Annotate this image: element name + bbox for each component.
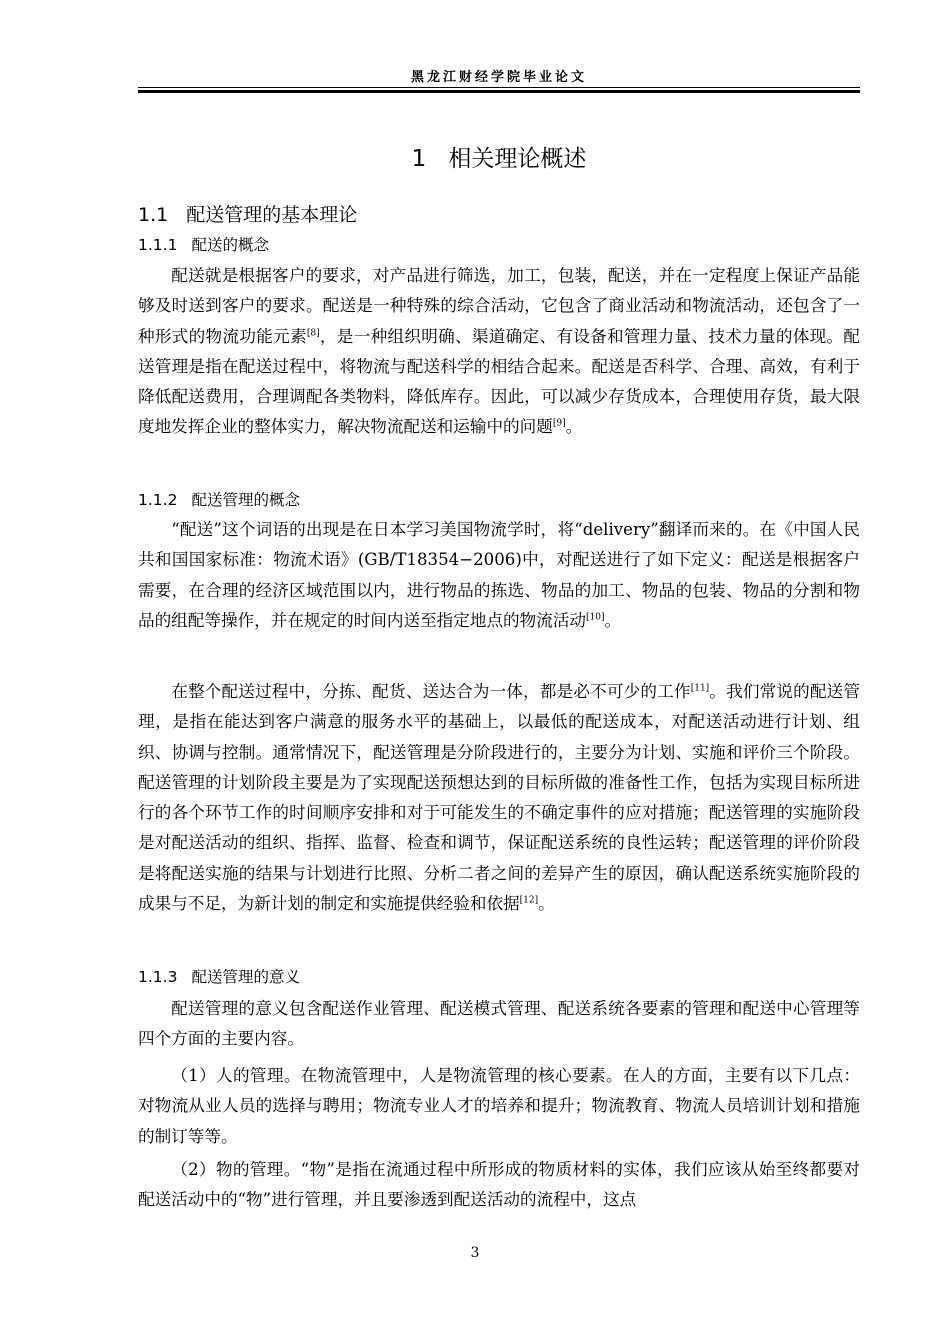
subsection-number: 1.1.2: [138, 491, 178, 509]
citation: [12]: [519, 895, 539, 906]
citation: [11]: [690, 683, 710, 694]
subsection-heading-3: [138, 965, 300, 987]
subsection-heading-2: [138, 488, 300, 510]
chapter-heading: [138, 140, 860, 173]
subsection-number: 1.1.1: [138, 236, 178, 254]
running-header: 黑龙江财经学院毕业论文: [410, 70, 587, 85]
section-number: 1.1: [138, 204, 169, 226]
subsection-heading-1: [138, 233, 269, 255]
subsection-number: 1.1.3: [138, 968, 178, 986]
page-number: 3: [470, 1245, 480, 1261]
paragraph-delivery-concept: 配送就是根据客户的要求，对产品进行筛选，加工，包装，配送，并在一定程度上保证产品能够及时送到客户的要求。配送是一种特殊的综合活动，它包含了商业活动和物流活动，还包含了一种形式的物流功能元素[8]，是一种组织明确、渠道确定、有设备和管理力量、技术力量的体现。配送管理是指在配送过程中，将物流与配送科学的相结合起来。配送是否科学、合理、高效，有利于降低配送费用，合理调配各类物料，降低库存。因此，可以减少存货成本，合理使用存货，最大限度地发挥企业的整体实力，解决物流配送和运输中的问题[9]。: [138, 266, 861, 437]
paragraph-goods-management: （2）物的管理。“物”是指在流通过程中所形成的物质材料的实体，我们应该从始至终都要对配送活动中的“物”进行管理，并且要渗透到配送活动的流程中，这点: [138, 1160, 860, 1210]
paragraph-significance: 配送管理的意义包含配送作业管理、配送模式管理、配送系统各要素的管理和配送中心管理等四个方面的主要内容。: [138, 999, 860, 1049]
section-heading: [138, 200, 357, 227]
subsection-title: 配送的概念: [191, 236, 269, 254]
citation: [8]: [306, 328, 320, 339]
section-title: 配送管理的基本理论: [186, 204, 358, 226]
citation: [9]: [552, 418, 566, 429]
paragraph-delivery-management-concept: “配送”这个词语的出现是在日本学习美国物流学时，将“delivery”翻译而来的。在《中国人民共和国国家标准：物流术语》(GB/T18354−2006)中，对配送进行了如下定义：配送是根据客户需要，在合理的经济区域范围以内，进行物品的拣选、物品的加工、物品的包装、物品的分割和物品的组配等操作，并在规定的时间内送至指定地点的物流活动[10]。: [138, 520, 860, 630]
paragraph-people-management: （1）人的管理。在物流管理中，人是物流管理的核心要素。在人的方面，主要有以下几点：对物流从业人员的选择与聘用；物流专业人才的培养和提升；物流教育、物流人员培训计划和措施的制订等等。: [138, 1066, 860, 1146]
subsection-title: 配送管理的意义: [191, 968, 300, 986]
chapter-title: 相关理论概述: [448, 146, 587, 172]
chapter-number: 1: [411, 146, 427, 172]
header-rule-thin: [138, 87, 860, 88]
paragraph-delivery-process: 在整个配送过程中，分拣、配货、送达合为一体，都是必不可少的工作[11]。我们常说的配送管理，是指在能达到客户满意的服务水平的基础上，以最低的配送成本，对配送活动进行计划、组织、协调与控制。通常情况下，配送管理是分阶段进行的，主要分为计划、实施和评价三个阶段。配送管理的计划阶段主要是为了实现配送预想达到的目标所做的准备性工作，包括为实现目标所进行的各个环节工作的时间顺序安排和对于可能发生的不确定事件的应对措施；配送管理的实施阶段是对配送活动的组织、指挥、监督、检查和调节，保证配送系统的良性运转；配送管理的评价阶段是将配送实施的结果与计划进行比照、分析二者之间的差异产生的原因，确认配送系统实施阶段的成果与不足，为新计划的制定和实施提供经验和依据[12]。: [138, 682, 861, 914]
subsection-title: 配送管理的概念: [191, 491, 300, 509]
citation: [10]: [586, 612, 605, 623]
header-rule-thick: [138, 90, 860, 93]
